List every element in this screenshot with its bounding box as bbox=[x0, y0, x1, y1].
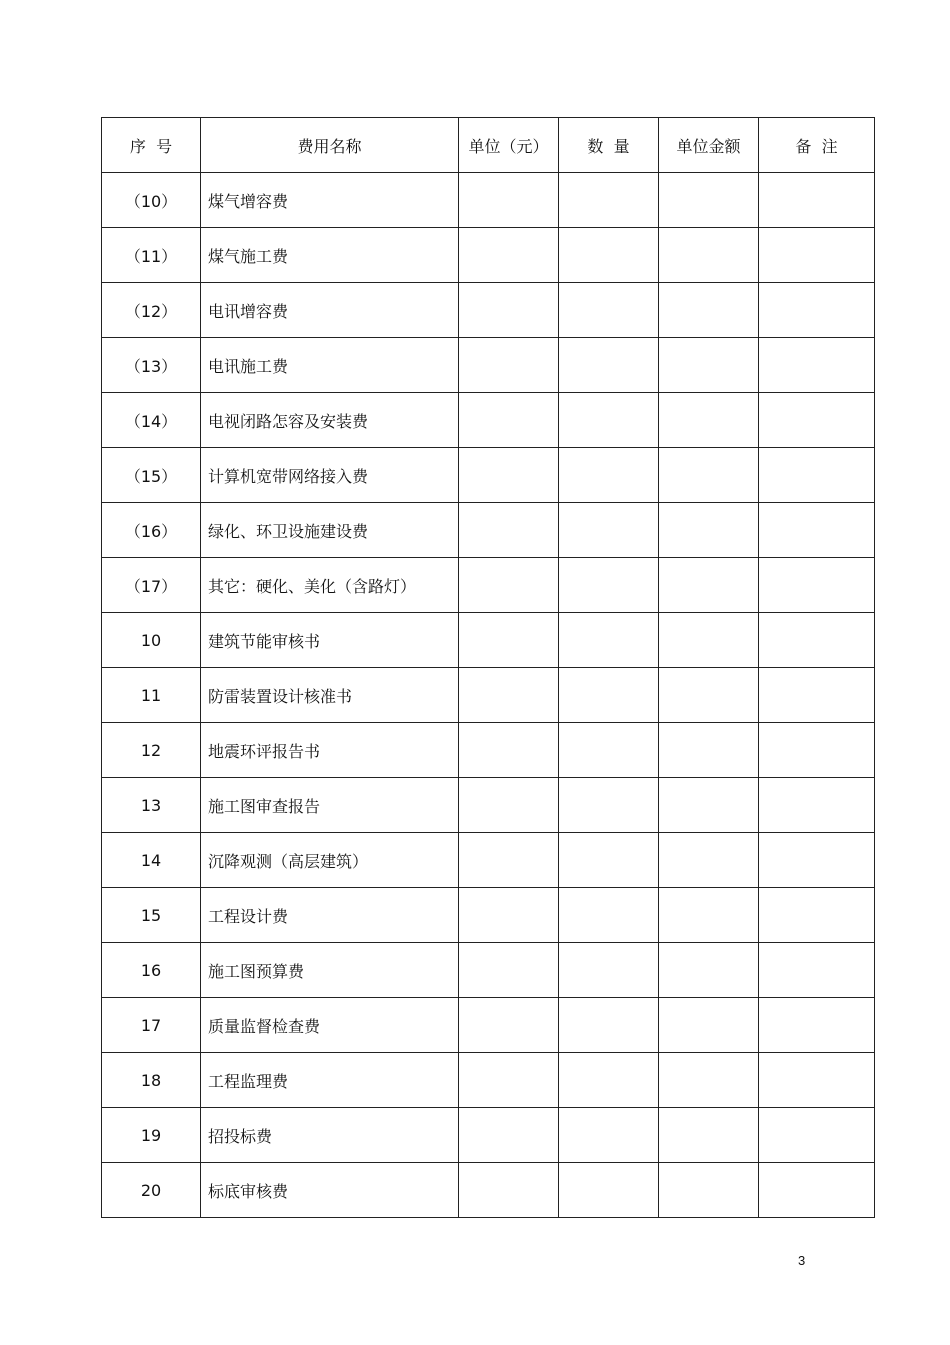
cell-name: 施工图预算费 bbox=[201, 943, 459, 998]
cell-unit-amount bbox=[659, 723, 759, 778]
cell-quantity bbox=[559, 558, 659, 613]
cell-remark bbox=[759, 503, 875, 558]
cell-unit bbox=[459, 668, 559, 723]
cell-unit bbox=[459, 888, 559, 943]
cell-name: 沉降观测（高层建筑） bbox=[201, 833, 459, 888]
table-row bbox=[102, 668, 875, 723]
cell-unit-amount bbox=[659, 1108, 759, 1163]
cell-unit-amount bbox=[659, 338, 759, 393]
cell-no: （12） bbox=[102, 283, 201, 338]
table-row bbox=[102, 393, 875, 448]
cell-quantity bbox=[559, 613, 659, 668]
cell-unit-amount bbox=[659, 558, 759, 613]
cell-unit-amount bbox=[659, 283, 759, 338]
table-row bbox=[102, 503, 875, 558]
cell-unit-amount bbox=[659, 173, 759, 228]
cell-quantity bbox=[559, 998, 659, 1053]
cell-no: 14 bbox=[102, 833, 201, 888]
cell-unit-amount bbox=[659, 668, 759, 723]
cell-no: （14） bbox=[102, 393, 201, 448]
cell-no: 10 bbox=[102, 613, 201, 668]
cell-no: （15） bbox=[102, 448, 201, 503]
cell-remark bbox=[759, 393, 875, 448]
cell-quantity bbox=[559, 448, 659, 503]
cell-no: （13） bbox=[102, 338, 201, 393]
cell-no: 13 bbox=[102, 778, 201, 833]
table-row bbox=[102, 338, 875, 393]
cell-name: 招投标费 bbox=[201, 1108, 459, 1163]
cell-remark bbox=[759, 448, 875, 503]
table-row bbox=[102, 723, 875, 778]
table-row bbox=[102, 228, 875, 283]
cell-unit bbox=[459, 558, 559, 613]
cell-unit-amount bbox=[659, 393, 759, 448]
cell-quantity bbox=[559, 228, 659, 283]
cell-unit-amount bbox=[659, 833, 759, 888]
cell-remark bbox=[759, 173, 875, 228]
cell-remark bbox=[759, 1163, 875, 1218]
cell-unit bbox=[459, 338, 559, 393]
cell-unit bbox=[459, 833, 559, 888]
cell-quantity bbox=[559, 173, 659, 228]
cell-name: 质量监督检查费 bbox=[201, 998, 459, 1053]
cell-unit bbox=[459, 1053, 559, 1108]
cell-remark bbox=[759, 778, 875, 833]
cell-remark bbox=[759, 668, 875, 723]
cell-quantity bbox=[559, 338, 659, 393]
cell-unit bbox=[459, 173, 559, 228]
cell-quantity bbox=[559, 888, 659, 943]
cell-name: 防雷装置设计核准书 bbox=[201, 668, 459, 723]
cell-name: 煤气施工费 bbox=[201, 228, 459, 283]
cell-name: 绿化、环卫设施建设费 bbox=[201, 503, 459, 558]
cell-name: 计算机宽带网络接入费 bbox=[201, 448, 459, 503]
table-row bbox=[102, 283, 875, 338]
cell-unit bbox=[459, 1108, 559, 1163]
header-name: 费用名称 bbox=[201, 118, 459, 173]
cell-remark bbox=[759, 228, 875, 283]
table-row bbox=[102, 1053, 875, 1108]
cell-name: 标底审核费 bbox=[201, 1163, 459, 1218]
cell-quantity bbox=[559, 1108, 659, 1163]
cell-no: 19 bbox=[102, 1108, 201, 1163]
table-row bbox=[102, 943, 875, 998]
cell-quantity bbox=[559, 668, 659, 723]
table-row bbox=[102, 558, 875, 613]
cell-no: （10） bbox=[102, 173, 201, 228]
cell-quantity bbox=[559, 393, 659, 448]
table-row bbox=[102, 1163, 875, 1218]
table-row bbox=[102, 888, 875, 943]
cell-quantity bbox=[559, 943, 659, 998]
cell-name: 地震环评报告书 bbox=[201, 723, 459, 778]
cell-name: 煤气增容费 bbox=[201, 173, 459, 228]
cell-unit bbox=[459, 393, 559, 448]
page-number: 3 bbox=[798, 1253, 806, 1268]
cell-remark bbox=[759, 888, 875, 943]
cell-unit bbox=[459, 503, 559, 558]
cell-no: （11） bbox=[102, 228, 201, 283]
cell-quantity bbox=[559, 1163, 659, 1218]
table-row bbox=[102, 778, 875, 833]
cell-unit bbox=[459, 283, 559, 338]
table-row bbox=[102, 173, 875, 228]
cell-unit-amount bbox=[659, 1053, 759, 1108]
cell-name: 施工图审查报告 bbox=[201, 778, 459, 833]
cell-name: 电讯增容费 bbox=[201, 283, 459, 338]
cell-unit bbox=[459, 723, 559, 778]
cell-remark bbox=[759, 283, 875, 338]
cell-unit bbox=[459, 1163, 559, 1218]
cell-unit-amount bbox=[659, 888, 759, 943]
cell-no: （16） bbox=[102, 503, 201, 558]
cell-name: 工程设计费 bbox=[201, 888, 459, 943]
cell-no: 15 bbox=[102, 888, 201, 943]
cell-unit-amount bbox=[659, 778, 759, 833]
cell-remark bbox=[759, 998, 875, 1053]
cell-no: 16 bbox=[102, 943, 201, 998]
cell-name: 建筑节能审核书 bbox=[201, 613, 459, 668]
cell-name: 工程监理费 bbox=[201, 1053, 459, 1108]
cell-no: 20 bbox=[102, 1163, 201, 1218]
cell-unit-amount bbox=[659, 1163, 759, 1218]
cell-no: 17 bbox=[102, 998, 201, 1053]
cell-unit bbox=[459, 448, 559, 503]
cell-unit bbox=[459, 613, 559, 668]
table-row bbox=[102, 1108, 875, 1163]
table-body bbox=[102, 173, 875, 1218]
header-unit: 单位（元） bbox=[459, 118, 559, 173]
header-remark: 备 注 bbox=[759, 118, 875, 173]
cell-quantity bbox=[559, 723, 659, 778]
cell-unit-amount bbox=[659, 998, 759, 1053]
cell-no: 12 bbox=[102, 723, 201, 778]
cell-name: 电视闭路怎容及安装费 bbox=[201, 393, 459, 448]
cell-name: 其它：硬化、美化（含路灯） bbox=[201, 558, 459, 613]
cell-no: 11 bbox=[102, 668, 201, 723]
cell-unit-amount bbox=[659, 503, 759, 558]
header-row bbox=[102, 118, 875, 173]
cell-quantity bbox=[559, 283, 659, 338]
cell-unit-amount bbox=[659, 943, 759, 998]
cell-quantity bbox=[559, 1053, 659, 1108]
cell-no: 18 bbox=[102, 1053, 201, 1108]
cell-quantity bbox=[559, 833, 659, 888]
cell-remark bbox=[759, 558, 875, 613]
cell-unit-amount bbox=[659, 448, 759, 503]
cell-quantity bbox=[559, 778, 659, 833]
cell-unit bbox=[459, 943, 559, 998]
table-row bbox=[102, 613, 875, 668]
cell-remark bbox=[759, 1108, 875, 1163]
header-unit-amount: 单位金额 bbox=[659, 118, 759, 173]
header-quantity: 数 量 bbox=[559, 118, 659, 173]
cell-remark bbox=[759, 338, 875, 393]
cell-unit-amount bbox=[659, 228, 759, 283]
table-row bbox=[102, 833, 875, 888]
cell-remark bbox=[759, 943, 875, 998]
cell-unit bbox=[459, 778, 559, 833]
table-row bbox=[102, 448, 875, 503]
cell-unit-amount bbox=[659, 613, 759, 668]
table-row bbox=[102, 998, 875, 1053]
cell-name: 电讯施工费 bbox=[201, 338, 459, 393]
header-no: 序 号 bbox=[102, 118, 201, 173]
cell-remark bbox=[759, 1053, 875, 1108]
cell-remark bbox=[759, 723, 875, 778]
fee-table bbox=[101, 117, 875, 1218]
cell-unit bbox=[459, 998, 559, 1053]
cell-unit bbox=[459, 228, 559, 283]
cell-quantity bbox=[559, 503, 659, 558]
cell-no: （17） bbox=[102, 558, 201, 613]
cell-remark bbox=[759, 613, 875, 668]
cell-remark bbox=[759, 833, 875, 888]
